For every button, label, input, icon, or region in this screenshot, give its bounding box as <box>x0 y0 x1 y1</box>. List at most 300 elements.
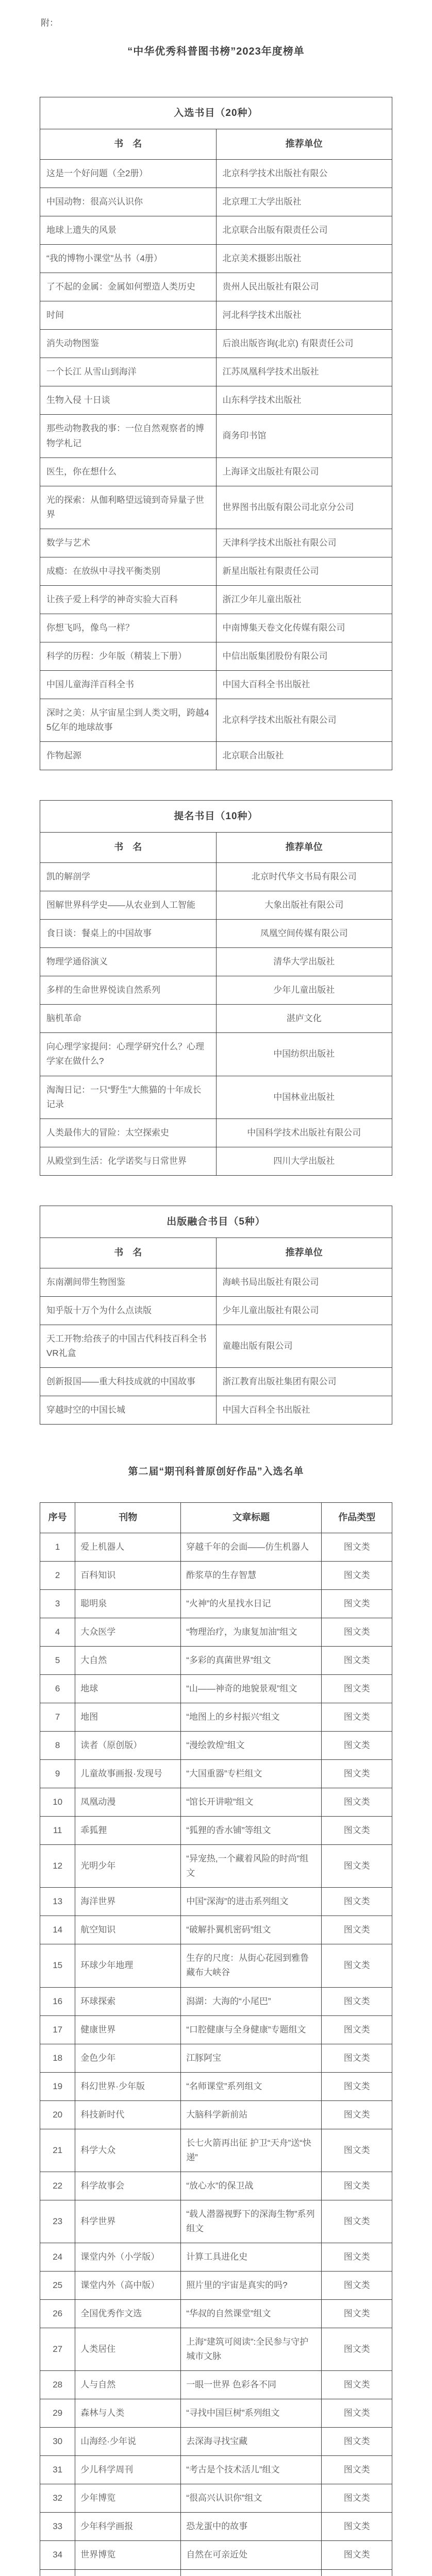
selected-books-section <box>40 97 392 770</box>
table-cell: 穿越时空的中国长城 <box>40 1396 217 1424</box>
table-row <box>40 2484 392 2513</box>
table-cell: 图解世界科学史——从农业到人工智能 <box>40 891 217 920</box>
table-row <box>40 920 392 948</box>
table-row <box>40 2243 392 2271</box>
table-row <box>40 2428 392 2456</box>
table-cell: 图文类 <box>322 2541 392 2569</box>
table-cell: 科学的历程：少年版（精装上下册） <box>40 642 217 670</box>
table-row <box>40 2456 392 2484</box>
table-row <box>40 273 392 301</box>
table-cell: 图文类 <box>322 2072 392 2100</box>
table-cell: 4 <box>40 1618 75 1646</box>
table-cell: 图文类 <box>322 2172 392 2200</box>
table-cell: 天津科学技术出版社有限公司 <box>216 529 392 557</box>
table-cell: “物理治疗，为康复加油”组文 <box>181 1618 322 1646</box>
table-cell: 大众医学 <box>75 1618 181 1646</box>
table-cell: 13 <box>40 1888 75 1916</box>
table-cell: 光的探索：从伽利略望远镜到奇异量子世界 <box>40 486 217 529</box>
table-cell: 24 <box>40 2243 75 2271</box>
table-row <box>40 216 392 245</box>
table-cell: 中信出版集团股份有限公司 <box>216 642 392 670</box>
table-cell: 童趣出版有限公司 <box>216 1325 392 1367</box>
table-cell: 中国大百科全书出版社 <box>216 1396 392 1424</box>
table-cell: 图文类 <box>322 1817 392 1845</box>
table-cell: 图文类 <box>322 2044 392 2072</box>
table-cell: 26 <box>40 2300 75 2328</box>
table-cell: 3 <box>40 1589 75 1618</box>
table-cell: 中国科学技术出版社有限公司 <box>216 1118 392 1147</box>
table-row <box>40 2200 392 2243</box>
table-cell: 健康世界 <box>75 2015 181 2044</box>
table-row <box>40 2172 392 2200</box>
table-cell: 一个长江 从雪山到海洋 <box>40 358 217 386</box>
table-cell: 儿童故事画报·发现号 <box>75 1760 181 1788</box>
table-row <box>40 2569 392 2576</box>
periodical-works-table <box>40 1502 392 2576</box>
table-cell: “大国重器”专栏组文 <box>181 1760 322 1788</box>
table-cell: 中国林业出版社 <box>216 1076 392 1118</box>
table-cell: 世界博览 <box>75 2541 181 2569</box>
table-cell: 向心理学家提问：心理学研究什么？心理学家在做什么? <box>40 1033 217 1076</box>
table-row <box>40 1033 392 1076</box>
table-cell: 北京时代华文书局有限公司 <box>216 863 392 891</box>
table-row <box>40 2371 392 2399</box>
table-cell: 北京联合出版社 <box>216 742 392 770</box>
table-cell: “我的博物小课堂”丛书（4册） <box>40 245 217 273</box>
table-cell: “狐狸的香水铺”等组文 <box>181 1817 322 1845</box>
attachment-label: 附： <box>41 18 58 28</box>
table-cell <box>40 2569 75 2576</box>
table-row <box>40 1944 392 1987</box>
table-title: 入选书目（20种） <box>40 97 392 129</box>
table-cell <box>75 2569 181 2576</box>
table-row <box>40 1147 392 1175</box>
table-cell: 图文类 <box>322 1987 392 2015</box>
table-row <box>40 160 392 188</box>
table-row <box>40 330 392 358</box>
table-cell: 海洋世界 <box>75 1888 181 1916</box>
table-cell: 31 <box>40 2456 75 2484</box>
table-row <box>40 1589 392 1618</box>
table-cell: 环球探索 <box>75 1987 181 2015</box>
table-cell: 25 <box>40 2272 75 2300</box>
table-cell: 去深海寻找宝藏 <box>181 2428 322 2456</box>
column-header-row <box>40 1238 392 1268</box>
table-cell: 计算工具进化史 <box>181 2243 322 2271</box>
table-row <box>40 1732 392 1760</box>
table-cell: “放心水”的保卫战 <box>181 2172 322 2200</box>
table-row <box>40 585 392 614</box>
table-row <box>40 457 392 486</box>
table-cell: 地球上遗失的风景 <box>40 216 217 245</box>
table-row <box>40 1788 392 1817</box>
table-cell: 商务印书馆 <box>216 415 392 457</box>
table-cell: 23 <box>40 2200 75 2243</box>
table-cell: 人类居住 <box>75 2328 181 2371</box>
table-cell: 图文类 <box>322 2129 392 2172</box>
table-cell: 图文类 <box>322 1845 392 1888</box>
table-row <box>40 2272 392 2300</box>
table-cell: 你想飞吗，像鸟一样？ <box>40 614 217 642</box>
table-cell: 上海“建筑可阅读”:全民参与守护城市文脉 <box>181 2328 322 2371</box>
table-cell: 食日谈：餐桌上的中国故事 <box>40 920 217 948</box>
table-row <box>40 670 392 699</box>
table-cell: 图文类 <box>322 1533 392 1561</box>
table-row <box>40 1076 392 1118</box>
table-cell: 图文类 <box>322 1760 392 1788</box>
table-cell: 中国动物：很高兴认识你 <box>40 188 217 216</box>
table-cell: 图文类 <box>322 2513 392 2541</box>
table-row <box>40 188 392 216</box>
table-cell: 34 <box>40 2541 75 2569</box>
table-cell: 这是一个好问题（全2册） <box>40 160 217 188</box>
table-cell: 1 <box>40 1533 75 1561</box>
table-cell: 山东科学技术出版社 <box>216 386 392 415</box>
table-row <box>40 1674 392 1703</box>
column-header-recommender: 推荐单位 <box>216 129 392 160</box>
table-cell: 图文类 <box>322 2399 392 2428</box>
table-cell: 大脑科学新前站 <box>181 2100 322 2129</box>
table-cell: “很高兴认识你”组文 <box>181 2484 322 2513</box>
table-cell: 6 <box>40 1674 75 1703</box>
table-cell: 图文类 <box>322 2272 392 2300</box>
table-cell: 航空知识 <box>75 1916 181 1944</box>
table-cell: 生存的尺度：从街心花园到雅鲁藏布大峡谷 <box>181 1944 322 1987</box>
table-cell: 图文类 <box>322 1944 392 1987</box>
table-cell: 山海经·少年说 <box>75 2428 181 2456</box>
table-cell: 14 <box>40 1916 75 1944</box>
table-cell: 16 <box>40 1987 75 2015</box>
table-row <box>40 2100 392 2129</box>
table-cell: 爱上机器人 <box>75 1533 181 1561</box>
table-cell: 图文类 <box>322 2100 392 2129</box>
table-row <box>40 386 392 415</box>
table-cell: 作物起源 <box>40 742 217 770</box>
table-cell: 科技新时代 <box>75 2100 181 2129</box>
table-row <box>40 1987 392 2015</box>
table-cell: 那些动物教我的事：一位自然观察者的博物学札记 <box>40 415 217 457</box>
table-cell: 少年儿童出版社有限公司 <box>216 1296 392 1325</box>
table-cell: 照片里的宇宙是真实的吗? <box>181 2272 322 2300</box>
table-row <box>40 976 392 1005</box>
table-cell: 图文类 <box>322 2200 392 2243</box>
table-cell: 30 <box>40 2428 75 2456</box>
table-cell: 浙江教育出版社集团有限公司 <box>216 1367 392 1396</box>
table-row <box>40 863 392 891</box>
table-cell: 让孩子爱上科学的神奇实验大百科 <box>40 585 217 614</box>
table-cell: 四川大学出版社 <box>216 1147 392 1175</box>
table-cell: 一眼一世界 色彩各不同 <box>181 2371 322 2399</box>
table-cell: 图文类 <box>322 1674 392 1703</box>
periodical-works-section <box>40 1502 392 2576</box>
table-cell: 18 <box>40 2044 75 2072</box>
table-cell: 知乎版十万个为什么点读版 <box>40 1296 217 1325</box>
table-cell: 科幻世界·少年版 <box>75 2072 181 2100</box>
table-row <box>40 2328 392 2371</box>
table-cell: 28 <box>40 2371 75 2399</box>
table-cell: 中南博集天卷文化传媒有限公司 <box>216 614 392 642</box>
table-row <box>40 742 392 770</box>
table-row <box>40 1618 392 1646</box>
table-cell: 森林与人类 <box>75 2399 181 2428</box>
column-header-book-name: 书 名 <box>40 129 217 160</box>
table-cell: 湛庐文化 <box>216 1005 392 1033</box>
table-row <box>40 2300 392 2328</box>
table-row <box>40 1005 392 1033</box>
table-cell: 27 <box>40 2328 75 2371</box>
table-cell: 33 <box>40 2513 75 2541</box>
table-cell: 图文类 <box>322 1589 392 1618</box>
column-header-row <box>40 833 392 863</box>
table-cell: “寻找中国巨树”系列组文 <box>181 2399 322 2428</box>
table-cell: 8 <box>40 1732 75 1760</box>
table-cell: 乖狐狸 <box>75 1817 181 1845</box>
table-cell: 海峡书局出版社有限公司 <box>216 1268 392 1296</box>
table-cell: 图文类 <box>322 1618 392 1646</box>
table-row <box>40 2129 392 2172</box>
table-cell: 读者（原创版） <box>75 1732 181 1760</box>
table-title: 提名书目（10种） <box>40 801 392 833</box>
column-header-book-name: 书 名 <box>40 833 217 863</box>
table-cell: 图文类 <box>322 2243 392 2271</box>
table-cell: 北京美术摄影出版社 <box>216 245 392 273</box>
table-cell: 凤凰动漫 <box>75 1788 181 1817</box>
column-header-recommender: 推荐单位 <box>216 1238 392 1268</box>
table-cell: “名师课堂”系列组文 <box>181 2072 322 2100</box>
table-cell: “华叔的自然课堂”组文 <box>181 2300 322 2328</box>
table-cell: “载人潜器视野下的深海生物”系列组文 <box>181 2200 322 2243</box>
table-row <box>40 2015 392 2044</box>
table-cell: 酢浆草的生存智慧 <box>181 1561 322 1589</box>
table-row <box>40 2399 392 2428</box>
table-cell: 7 <box>40 1703 75 1731</box>
table-cell: 科学故事会 <box>75 2172 181 2200</box>
column-header-journal: 刊物 <box>75 1503 181 1533</box>
table-row <box>40 1916 392 1944</box>
table-cell: 15 <box>40 1944 75 1987</box>
table-row <box>40 529 392 557</box>
table-cell: 脑机革命 <box>40 1005 217 1033</box>
table-cell: 金色少年 <box>75 2044 181 2072</box>
table-cell: 12 <box>40 1845 75 1888</box>
table-cell: 图文类 <box>322 1732 392 1760</box>
table-cell: 32 <box>40 2484 75 2513</box>
table-row <box>40 1817 392 1845</box>
table-cell: 北京科学技术出版社有限公司 <box>216 699 392 741</box>
table-row <box>40 1646 392 1674</box>
table-cell: 浙江少年儿童出版社 <box>216 585 392 614</box>
table-cell: 江苏凤凰科学技术出版社 <box>216 358 392 386</box>
table-title-row <box>40 1206 392 1238</box>
table-cell: 图文类 <box>322 2015 392 2044</box>
table-cell: 少年儿童出版社 <box>216 976 392 1005</box>
table-row <box>40 948 392 976</box>
table-cell: 19 <box>40 2072 75 2100</box>
table-row <box>40 2072 392 2100</box>
table-cell: 创新报国——重大科技成就的中国故事 <box>40 1367 217 1396</box>
table-row <box>40 891 392 920</box>
table-cell: 天工开物:给孩子的中国古代科技百科全书VR礼盒 <box>40 1325 217 1367</box>
table-cell: 从殿堂到生活：化学诺奖与日常世界 <box>40 1147 217 1175</box>
table-row <box>40 1533 392 1561</box>
table-row <box>40 1561 392 1589</box>
table-cell: 长七火箭再出征 护卫“天舟”送“快递” <box>181 2129 322 2172</box>
table-cell: 多样的生命世界悦读自然系列 <box>40 976 217 1005</box>
table-cell: 地图 <box>75 1703 181 1731</box>
table-cell: 全国优秀作文选 <box>75 2300 181 2328</box>
periodical-works-title: 第二届“期刊科普原创好作品”入选名单 <box>128 1466 304 1478</box>
table-cell: 少儿科学周刊 <box>75 2456 181 2484</box>
table-cell: 上海译文出版社有限公司 <box>216 457 392 486</box>
table-cell: 江豚阿宝 <box>181 2044 322 2072</box>
table-cell: 东南潮间带生物图鉴 <box>40 1268 217 1296</box>
table-cell: 图文类 <box>322 2428 392 2456</box>
table-cell: 地球 <box>75 1674 181 1703</box>
table-row <box>40 486 392 529</box>
table-cell: 图文类 <box>322 1788 392 1817</box>
column-header-index: 序号 <box>40 1503 75 1533</box>
table-cell: 少年博览 <box>75 2484 181 2513</box>
table-row <box>40 301 392 330</box>
table-cell: 消失动物图鉴 <box>40 330 217 358</box>
table-row <box>40 614 392 642</box>
table-row <box>40 1845 392 1888</box>
table-cell: 医生，你在想什么 <box>40 457 217 486</box>
table-cell: 中国大百科全书出版社 <box>216 670 392 699</box>
table-cell: 10 <box>40 1788 75 1817</box>
column-header-recommender: 推荐单位 <box>216 833 392 863</box>
table-cell: 后浪出版咨询(北京) 有限责任公司 <box>216 330 392 358</box>
table-cell: 时间 <box>40 301 217 330</box>
table-row <box>40 557 392 585</box>
table-cell: 潟湖：大海的“小尾巴” <box>181 1987 322 2015</box>
table-cell: 大象出版社有限公司 <box>216 891 392 920</box>
table-cell: 图文类 <box>322 2300 392 2328</box>
table-cell: 了不起的金属：金属如何塑造人类历史 <box>40 273 217 301</box>
table-cell: 图文类 <box>322 1646 392 1674</box>
table-cell: 图文类 <box>322 1703 392 1731</box>
table-cell: 恐龙蛋中的故事 <box>181 2513 322 2541</box>
table-cell: 清华大学出版社 <box>216 948 392 976</box>
table-row <box>40 642 392 670</box>
table-cell: 图文类 <box>322 1561 392 1589</box>
table-cell: 北京理工大学出版社 <box>216 188 392 216</box>
table-row <box>40 2513 392 2541</box>
document-content <box>40 0 392 2576</box>
table-cell: 淘淘日记：一只“野生”大熊猫的十年成长记录 <box>40 1076 217 1118</box>
table-cell: “火神”的火星找水日记 <box>181 1589 322 1618</box>
table-row <box>40 1118 392 1147</box>
table-cell: 17 <box>40 2015 75 2044</box>
table-cell: 科学世界 <box>75 2200 181 2243</box>
table-cell: 图文类 <box>322 1888 392 1916</box>
table-cell: 凤凰空间传媒有限公司 <box>216 920 392 948</box>
fusion-books-section <box>40 1206 392 1425</box>
table-cell: 21 <box>40 2129 75 2172</box>
table-cell: 成瘾：在放纵中寻找平衡类别 <box>40 557 217 585</box>
table-cell: 图文类 <box>322 2456 392 2484</box>
table-cell: 图文类 <box>322 2371 392 2399</box>
table-cell: 大自然 <box>75 1646 181 1674</box>
table-cell: “异宠热,一个藏着风险的时尚”组文 <box>181 1845 322 1888</box>
table-row <box>40 1703 392 1731</box>
table-cell: 物理学通俗演义 <box>40 948 217 976</box>
column-header-book-name: 书 名 <box>40 1238 217 1268</box>
table-cell: 11 <box>40 1817 75 1845</box>
table-cell <box>181 2569 322 2576</box>
table-cell: 中国儿童海洋百科全书 <box>40 670 217 699</box>
table-row <box>40 1888 392 1916</box>
table-cell: “山——神奇的地貌景观”组文 <box>181 1674 322 1703</box>
table-cell: “考古是个技术活儿”组文 <box>181 2456 322 2484</box>
table-row <box>40 2044 392 2072</box>
column-header-article-title: 文章标题 <box>181 1503 322 1533</box>
table-cell: 中国纺织出版社 <box>216 1033 392 1076</box>
table-cell: 2 <box>40 1561 75 1589</box>
table-row <box>40 1268 392 1296</box>
table-cell: 贵州人民出版社有限公司 <box>216 273 392 301</box>
table-title-row <box>40 97 392 129</box>
table-cell <box>322 2569 392 2576</box>
table-cell: 新星出版社有限责任公司 <box>216 557 392 585</box>
table-row <box>40 1296 392 1325</box>
table-row <box>40 245 392 273</box>
table-cell: 百科知识 <box>75 1561 181 1589</box>
table-cell: 图文类 <box>322 2484 392 2513</box>
table-cell: 图文类 <box>322 1916 392 1944</box>
table-cell: 20 <box>40 2100 75 2129</box>
table-cell: 人与自然 <box>75 2371 181 2399</box>
table-cell: 课堂内外（小学版） <box>75 2243 181 2271</box>
table-row <box>40 1396 392 1424</box>
table-row <box>40 1367 392 1396</box>
table-cell: 北京联合出版有限责任公司 <box>216 216 392 245</box>
table-cell: 22 <box>40 2172 75 2200</box>
table-row <box>40 415 392 457</box>
table-title: 出版融合书目（5种） <box>40 1206 392 1238</box>
table-cell: 29 <box>40 2399 75 2428</box>
selected-books-table <box>40 97 392 770</box>
table-cell: 环球少年地理 <box>75 1944 181 1987</box>
table-cell: 科学大众 <box>75 2129 181 2172</box>
table-cell: “地图上的乡村振兴”组文 <box>181 1703 322 1731</box>
fusion-books-table <box>40 1206 392 1425</box>
table-cell: 课堂内外（高中版） <box>75 2272 181 2300</box>
table-row <box>40 1760 392 1788</box>
table-cell: 中国“深海”的进击系列组文 <box>181 1888 322 1916</box>
table-cell: “漫绘敦煌”组文 <box>181 1732 322 1760</box>
table-row <box>40 1325 392 1367</box>
table-cell: 图文类 <box>322 2328 392 2371</box>
table-cell: 世界图书出版有限公司北京分公司 <box>216 486 392 529</box>
column-header-row <box>40 1503 392 1533</box>
table-cell: “馆长开讲啦”组文 <box>181 1788 322 1817</box>
table-cell: 深时之美：从宇宙星尘到人类文明，跨越45亿年的地球故事 <box>40 699 217 741</box>
table-cell: 北京科学技术出版社有限公 <box>216 160 392 188</box>
table-cell: 生物入侵 十日谈 <box>40 386 217 415</box>
table-cell: 9 <box>40 1760 75 1788</box>
table-row <box>40 2541 392 2569</box>
table-cell: 5 <box>40 1646 75 1674</box>
table-cell: 自然在可亲近处 <box>181 2541 322 2569</box>
table-cell: 河北科学技术出版社 <box>216 301 392 330</box>
table-cell: “口腔健康与全身健康”专题组文 <box>181 2015 322 2044</box>
page-title: “中华优秀科普图书榜”2023年度榜单 <box>127 46 305 57</box>
table-row <box>40 358 392 386</box>
table-row <box>40 699 392 741</box>
table-cell: 数学与艺术 <box>40 529 217 557</box>
table-cell: “破解扑翼机密码”组文 <box>181 1916 322 1944</box>
